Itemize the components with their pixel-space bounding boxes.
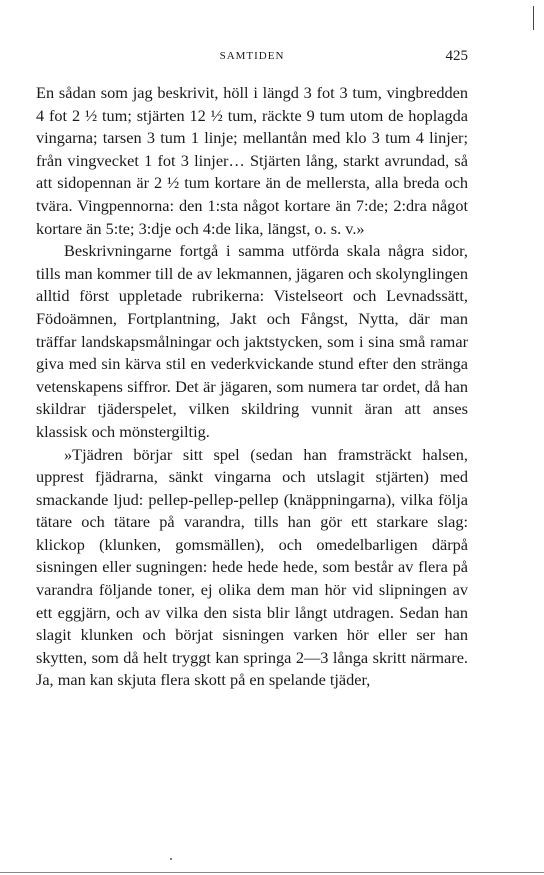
print-speck <box>170 858 172 860</box>
page-bottom-edge <box>0 872 544 873</box>
page-number: 425 <box>445 48 468 64</box>
paragraph-3: »Tjädren börjar sitt spel (sedan han framsträckt halsen, upprest fjädrarna, sänkt vingarna och utslagit stjärten) med smackande ljud: pellep-pellep-pellep (knäppningarna), vilka följa tätare och tätare på varandra, tills han gör ett starkare slag: klickop (klunken, gomsmällen), och omedelbarligen därpå sisningen eller sugningen: hede hede hede, som består av flera på varandra följande toner, ej olika dem man hör vid slipningen av ett eggjärn, och av vilka den sista blir långt utdragen. Sedan han slagit klunken och börjat sisningen varken hör eller ser han skytten, som då helt tryggt kan springa 2—3 långa skritt närmare. Ja, man kan skjuta flera skott på en spelande tjäder, <box>36 444 468 690</box>
body-text <box>36 82 468 692</box>
paragraph-1: En sådan som jag beskrivit, höll i längd 3 fot 3 tum, vingbredden 4 fot 2 ½ tum; stjärten 12 ½ tum, räckte 9 tum utom de hoplagda vingarna; tarsen 3 tum 1 linje; mellantån med klo 3 tum 4 linjer; från vingvecket 1 fot 3 linjer… Stjärten lång, starkt avrundad, så att sidopennan är 2 ½ tum kortare än de mellersta, alla breda och tvära. Vingpennorna: den 1:sta något kortare än 7:de; 2:dra något kortare än 5:te; 3:dje och 4:de lika, längst, o. s. v.» <box>36 83 468 238</box>
running-title: SAMTIDEN <box>219 50 285 62</box>
paragraph-2: Beskrivningarne fortgå i samma utförda skala några sidor, tills man kommer till de av lekmannen, jägaren och skolynglingen alltid först uppletade rubrikerna: Vistelseort och Levnadssätt, Födoämnen, Fortplantning, Jakt och Fångst, Nytta, där man träffar landskapsmålningar och jaktstycken, som i sina små ramar giva med sin kärva stil en vederkvickande stund efter den stränga vetenskapens siffror. Det är jägaren, som numera tar ordet, då han skildrar tjäderspelet, vilken skildring vunnit äran att anses klassisk och mönstergiltig. <box>36 241 468 441</box>
page-edge-mark <box>533 6 534 30</box>
page-header <box>36 48 468 70</box>
